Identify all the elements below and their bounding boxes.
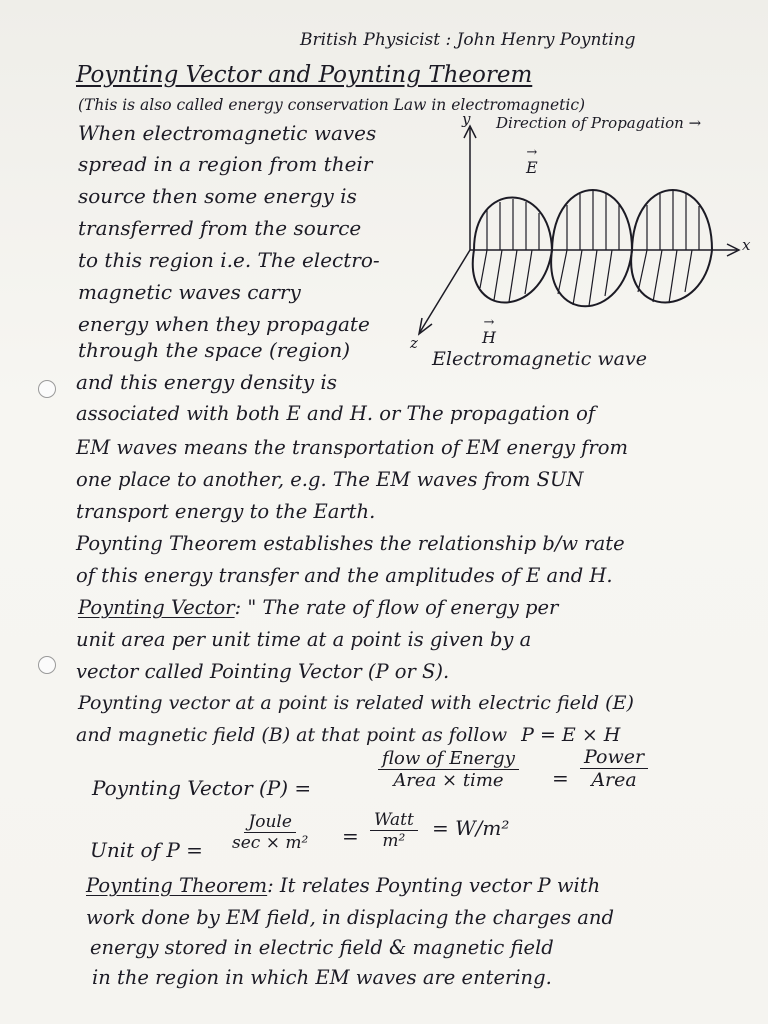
fraction-denominator: Area × time <box>393 770 504 791</box>
theorem-term: Poynting Theorem <box>86 874 268 897</box>
theorem-line: energy stored in electric field & magnetic field <box>90 936 554 959</box>
y-axis-label: y <box>462 110 471 128</box>
energy-fraction <box>378 748 519 791</box>
fraction-numerator: Joule <box>244 812 296 833</box>
definition-line: : " The rate of flow of energy per <box>234 596 559 619</box>
x-axis-label: x <box>742 236 751 254</box>
propagation-label: Direction of Propagation → <box>496 114 702 132</box>
punch-hole-bottom <box>38 656 56 674</box>
theorem-line: : It relates Poynting vector P with <box>267 874 601 897</box>
unit-formula-lhs: Unit of P = <box>90 838 203 862</box>
body-line: associated with both E and H. or The propagation of <box>76 402 596 425</box>
body-line: transport energy to the Earth. <box>76 500 376 523</box>
intro-line: spread in a region from their <box>78 152 373 176</box>
intro-line: magnetic waves carry <box>78 280 301 304</box>
fraction-denominator: m² <box>382 831 406 851</box>
intro-line: transferred from the source <box>78 216 362 240</box>
relation-block <box>76 724 620 746</box>
definition-block <box>78 596 558 619</box>
unit-result: = W/m² <box>432 816 510 840</box>
body-line: one place to another, e.g. The EM waves from SUN <box>76 468 584 491</box>
theorem-block <box>86 874 600 897</box>
body-line: Poynting Theorem establishes the relationship b/w rate <box>76 532 625 555</box>
body-line: of this energy transfer and the amplitudes of E and H. <box>76 564 613 587</box>
power-fraction <box>580 746 648 791</box>
intro-line: source then some energy is <box>78 184 357 208</box>
definition-term: Poynting Vector <box>78 596 235 619</box>
subtitle: (This is also called energy conservation Law in electromagnetic) <box>78 96 586 114</box>
relation-line: Poynting vector at a point is related with electric field (E) <box>78 692 634 714</box>
relation-formula: P = E × H <box>521 724 621 746</box>
theorem-line: in the region in which EM waves are entering. <box>92 966 552 989</box>
relation-line: and magnetic field (B) at that point as follow <box>76 724 508 746</box>
fraction-numerator: Watt <box>370 810 418 831</box>
intro-line: to this region i.e. The electro- <box>78 248 380 272</box>
equals-sign: = <box>552 766 569 790</box>
h-field-label <box>482 328 496 347</box>
body-line: and this energy density is <box>76 370 338 394</box>
poynting-formula-lhs: Poynting Vector (P) = <box>92 776 312 800</box>
em-wave-diagram <box>412 110 752 360</box>
fraction-denominator: sec × m² <box>232 833 309 853</box>
joule-fraction <box>228 812 312 853</box>
e-vector-symbol: → E <box>526 158 538 177</box>
z-axis-label: z <box>410 334 418 352</box>
fraction-numerator: Power <box>580 746 648 769</box>
body-line: EM waves means the transportation of EM energy from <box>76 436 628 459</box>
theorem-line: work done by EM field, in displacing the charges and <box>86 906 614 929</box>
intro-line: energy when they propagate <box>78 312 370 336</box>
intro-line: When electromagnetic waves <box>78 121 377 145</box>
page-title: Poynting Vector and Poynting Theorem <box>76 62 533 88</box>
z-axis-line <box>420 250 470 332</box>
h-vector-symbol: → H <box>482 328 496 347</box>
diagram-caption: Electromagnetic wave <box>432 348 647 370</box>
definition-line: unit area per unit time at a point is given by a <box>76 628 532 651</box>
definition-line: vector called Pointing Vector (P or S). <box>76 660 450 683</box>
watt-fraction <box>370 810 418 851</box>
equals-sign: = <box>342 824 359 848</box>
e-field-label <box>526 158 538 177</box>
fraction-numerator: flow of Energy <box>378 748 519 770</box>
intro-line: through the space (region) <box>78 338 351 362</box>
attribution: British Physicist : John Henry Poynting <box>300 30 636 50</box>
fraction-denominator: Area <box>591 769 637 791</box>
punch-hole-top <box>38 380 56 398</box>
